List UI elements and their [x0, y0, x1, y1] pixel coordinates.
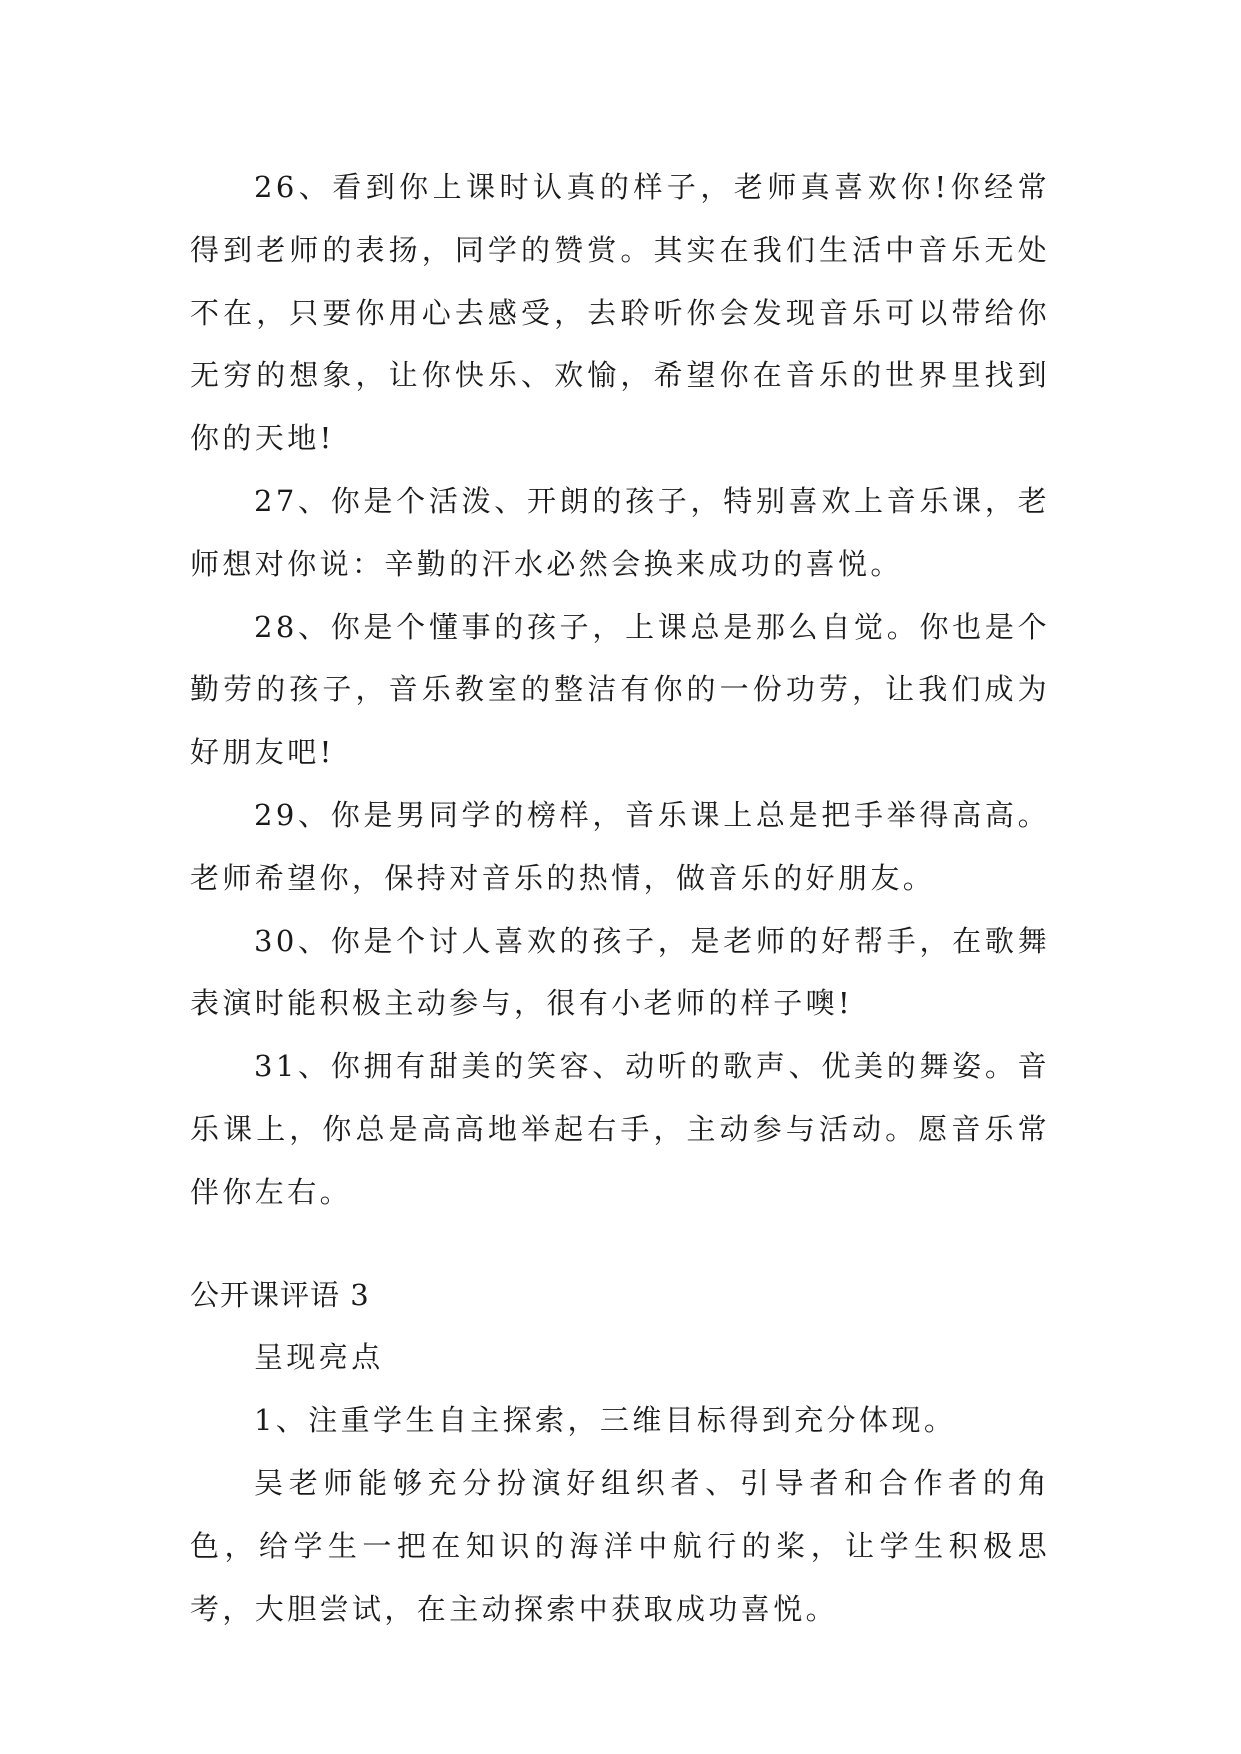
- comment-paragraph-29: 29、你是男同学的榜样，音乐课上总是把手举得高高。老师希望你，保持对音乐的热情，做音乐的好朋友。: [190, 797, 1050, 895]
- comment-paragraph-31: 31、你拥有甜美的笑容、动听的歌声、优美的舞姿。音乐课上，你总是高高地举起右手，主动参与活动。愿音乐常伴你左右。: [190, 1049, 1050, 1209]
- section-point-1: 1、注重学生自主探索，三维目标得到充分体现。: [254, 1403, 957, 1438]
- comment-paragraph-28: 28、你是个懂事的孩子，上课总是那么自觉。你也是个勤劳的孩子，音乐教室的整洁有你的一份功劳，让我们成为好朋友吧!: [190, 609, 1050, 770]
- section-title: 公开课评语 3: [190, 1277, 370, 1312]
- comment-paragraph-27: 27、你是个活泼、开朗的孩子，特别喜欢上音乐课，老师想对你说：辛勤的汗水必然会换来成功的喜悦。: [190, 483, 1050, 581]
- comment-paragraph-30: 30、你是个讨人喜欢的孩子，是老师的好帮手，在歌舞表演时能积极主动参与，很有小老师的样子噢!: [190, 923, 1050, 1021]
- section-subtitle: 呈现亮点: [254, 1340, 384, 1375]
- section-body-paragraph: 吴老师能够充分扮演好组织者、引导者和合作者的角色，给学生一把在知识的海洋中航行的桨，让学生积极思考，大胆尝试，在主动探索中获取成功喜悦。: [190, 1465, 1050, 1626]
- document-body: [190, 156, 1050, 1640]
- comment-paragraph-26: 26、看到你上课时认真的样子，老师真喜欢你!你经常得到老师的表扬，同学的赞赏。其实在我们生活中音乐无处不在，只要你用心去感受，去聆听你会发现音乐可以带给你无穷的想象，让你快乐、欢愉，希望你在音乐的世界里找到你的天地!: [190, 170, 1050, 456]
